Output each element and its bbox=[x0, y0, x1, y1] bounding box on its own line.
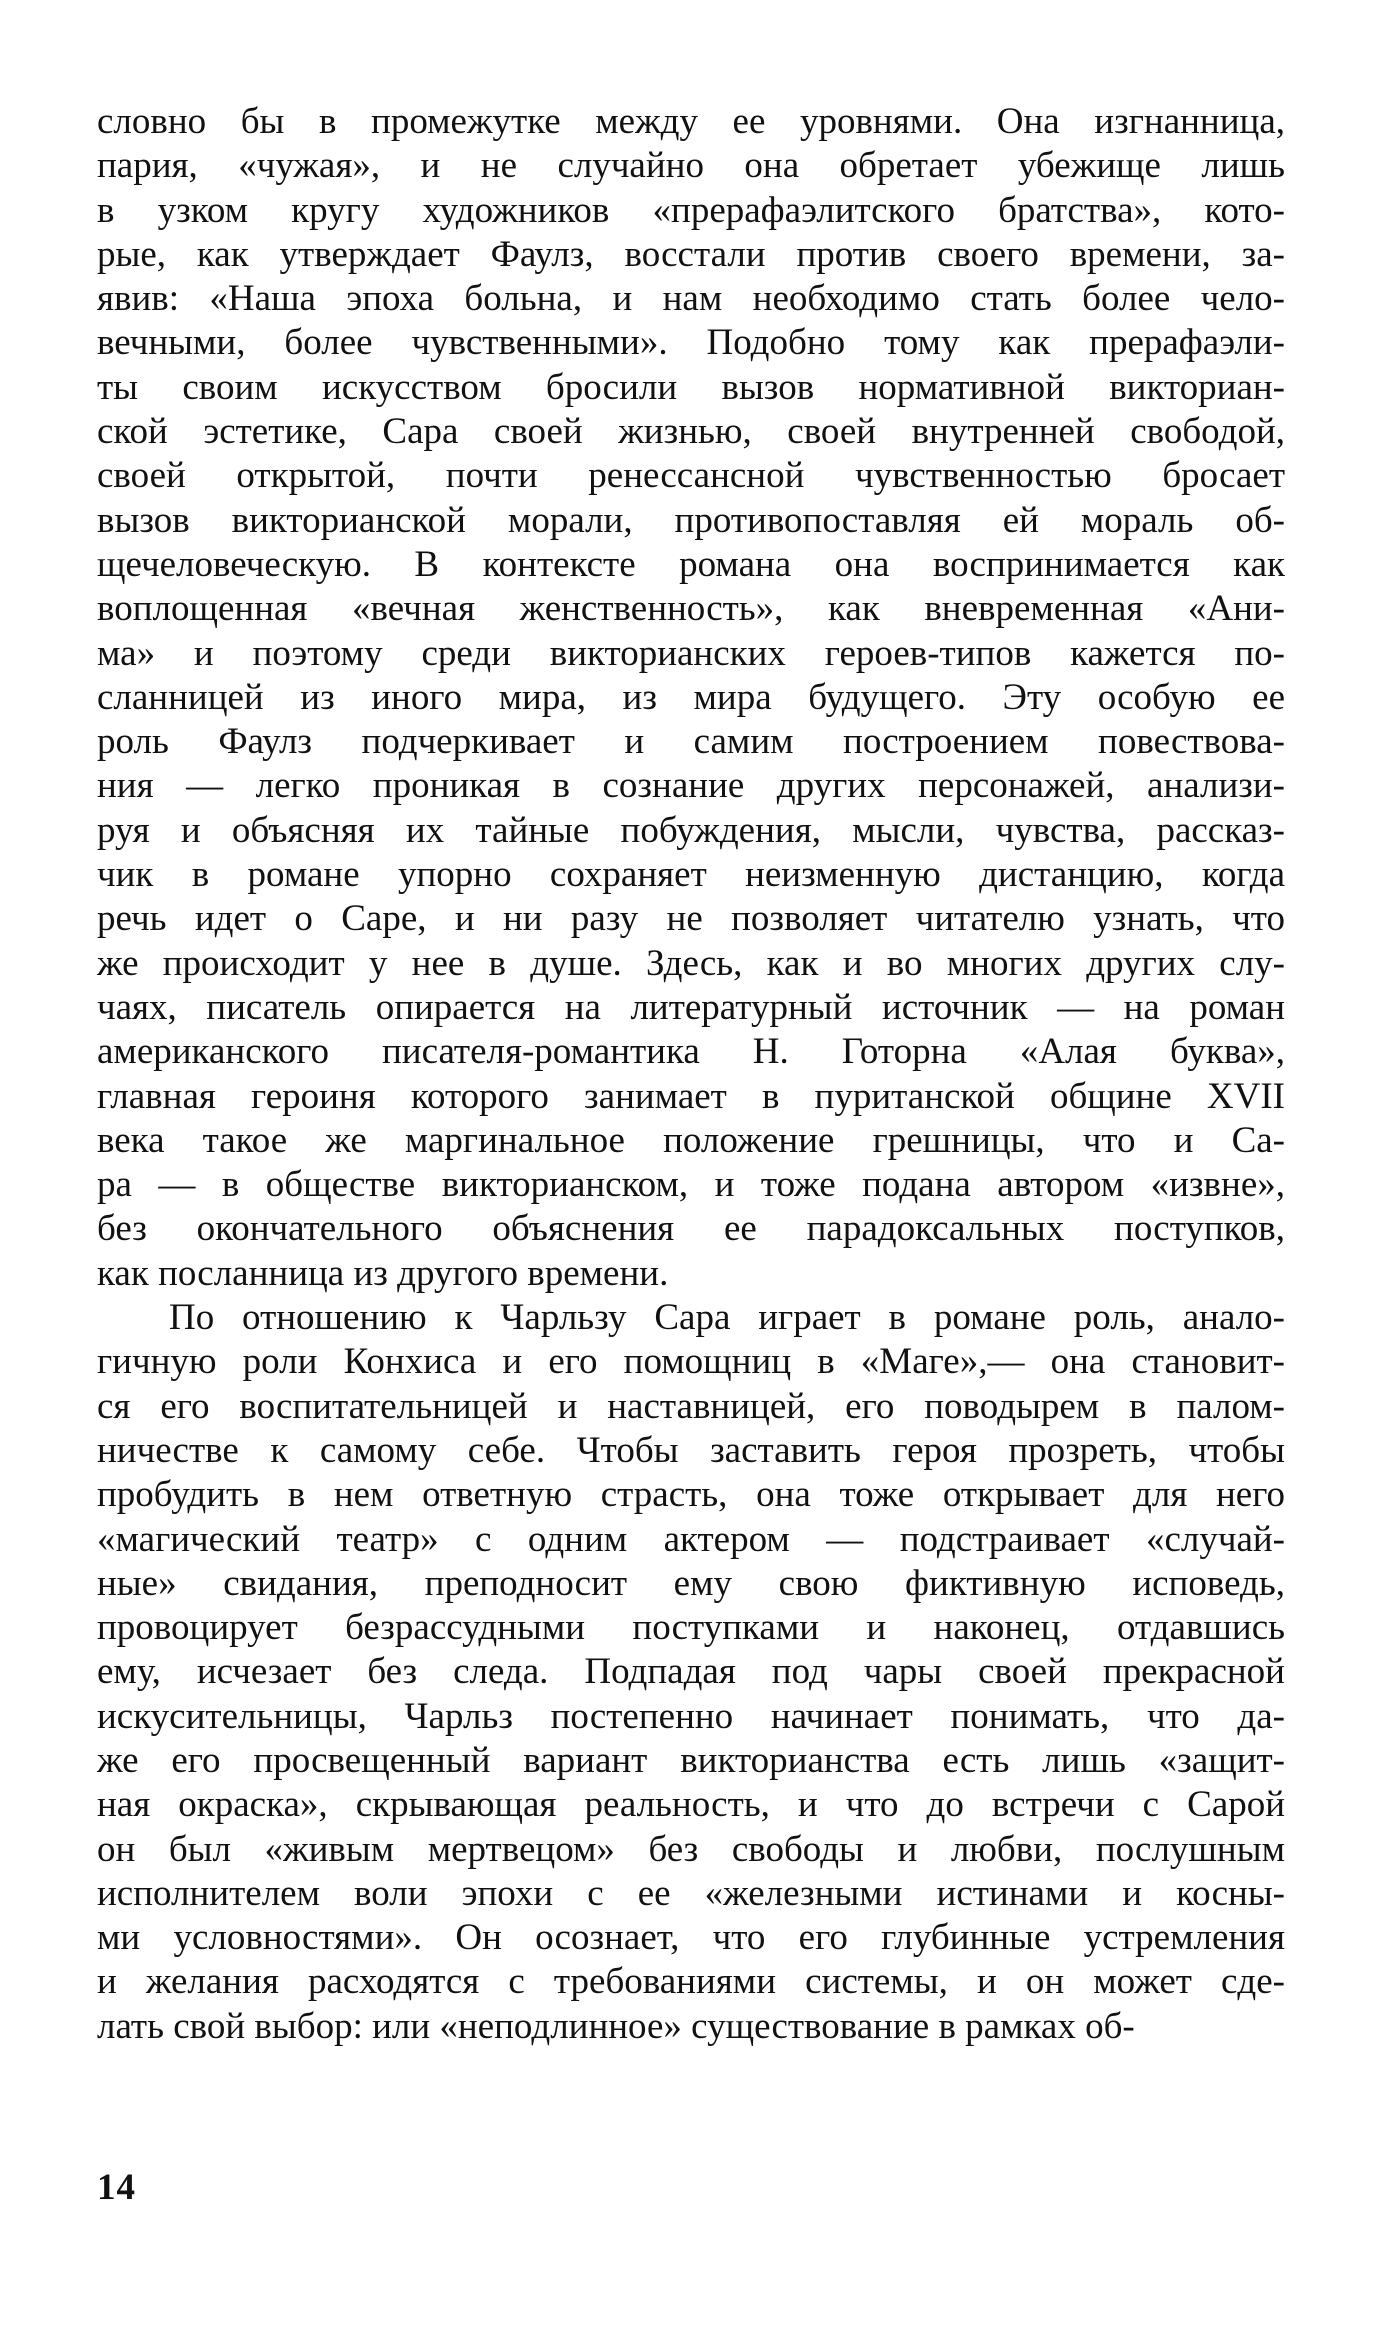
page-body bbox=[97, 100, 1285, 2049]
text-line: По отношению к Чарльзу Сара играет в романе роль, анало- bbox=[169, 1297, 1285, 1339]
page-number: 14 bbox=[97, 2167, 136, 2208]
text-line: искусительницы, Чарльз постепенно начинает понимать, что да- bbox=[97, 1695, 1285, 1737]
text-block bbox=[97, 100, 1285, 2049]
text-line: гичную роли Конхиса и его помощниц в «Маге»,— она становит- bbox=[97, 1341, 1285, 1383]
text-line: щечеловеческую. В контексте романа она воспринимается как bbox=[97, 543, 1285, 585]
text-line: своей открытой, почти ренессансной чувственностью бросает bbox=[97, 455, 1285, 497]
text-line: «магический театр» с одним актером — подстраивает «случай- bbox=[97, 1518, 1285, 1560]
text-line: в узком кругу художников «прерафаэлитского братства», кото- bbox=[97, 189, 1285, 231]
text-line: пария, «чужая», и не случайно она обретает убежище лишь bbox=[97, 145, 1285, 187]
text-line: ная окраска», скрывающая реальность, и что до встречи с Сарой bbox=[97, 1784, 1285, 1826]
text-line: роль Фаулз подчеркивает и самим построением повествова- bbox=[97, 721, 1285, 763]
text-line: ской эстетике, Сара своей жизнью, своей внутренней свободой, bbox=[97, 411, 1285, 453]
text-line: сланницей из иного мира, из мира будущего. Эту особую ее bbox=[97, 676, 1285, 718]
text-line: ния — легко проникая в сознание других персонажей, анализи- bbox=[97, 765, 1285, 807]
text-line: же происходит у нее в душе. Здесь, как и во многих других слу- bbox=[97, 942, 1285, 984]
text-line: вызов викторианской морали, противопоставляя ей мораль об- bbox=[97, 499, 1285, 541]
text-line: ты своим искусством бросили вызов нормативной викториан- bbox=[97, 366, 1285, 408]
text-line: ра — в обществе викторианском, и тоже подана автором «извне», bbox=[97, 1164, 1285, 1206]
text-line: провоцирует безрассудными поступками и наконец, отдавшись bbox=[97, 1607, 1285, 1649]
text-line: без окончательного объяснения ее парадоксальных поступков, bbox=[97, 1208, 1285, 1250]
text-line: руя и объясняя их тайные побуждения, мысли, чувства, рассказ- bbox=[97, 809, 1285, 851]
text-line: чик в романе упорно сохраняет неизменную дистанцию, когда bbox=[97, 854, 1285, 896]
text-line: исполнителем воли эпохи с ее «железными истинами и косны- bbox=[97, 1872, 1285, 1914]
text-line: рые, как утверждает Фаулз, восстали против своего времени, за- bbox=[97, 233, 1285, 275]
text-line: как посланница из другого времени. bbox=[97, 1252, 669, 1294]
text-line: лать свой выбор: или «неподлинное» существование в рамках об- bbox=[97, 2005, 1135, 2047]
text-line: века такое же маргинальное положение грешницы, что и Са- bbox=[97, 1119, 1285, 1161]
text-line: американского писателя-романтика Н. Готорна «Алая буква», bbox=[97, 1031, 1285, 1073]
paragraph bbox=[97, 1296, 1285, 2049]
text-line: чаях, писатель опирается на литературный источник — на роман bbox=[97, 986, 1285, 1028]
text-line: речь идет о Саре, и ни разу не позволяет читателю узнать, что bbox=[97, 898, 1285, 940]
text-line: вечными, более чувственными». Подобно тому как прерафаэли- bbox=[97, 322, 1285, 364]
paragraph bbox=[97, 100, 1285, 1296]
text-line: ма» и поэтому среди викторианских героев-типов кажется по- bbox=[97, 632, 1285, 674]
text-line: и желания расходятся с требованиями системы, и он может сде- bbox=[97, 1961, 1285, 2003]
text-line: словно бы в промежутке между ее уровнями. Она изгнанница, bbox=[97, 101, 1285, 142]
text-line: пробудить в нем ответную страсть, она тоже открывает для него bbox=[97, 1474, 1285, 1516]
text-line: главная героиня которого занимает в пуританской общине XVII bbox=[97, 1075, 1285, 1117]
text-line: ся его воспитательницей и наставницей, его поводырем в палом- bbox=[97, 1385, 1285, 1427]
text-line: воплощенная «вечная женственность», как вневременная «Ани- bbox=[97, 588, 1285, 630]
text-line: ные» свидания, преподносит ему свою фиктивную исповедь, bbox=[97, 1562, 1285, 1604]
text-line: ми условностями». Он осознает, что его глубинные устремления bbox=[97, 1917, 1285, 1959]
text-line: ничестве к самому себе. Чтобы заставить героя прозреть, чтобы bbox=[97, 1429, 1285, 1471]
text-line: ему, исчезает без следа. Подпадая под чары своей прекрасной bbox=[97, 1651, 1285, 1693]
text-line: он был «живым мертвецом» без свободы и любви, послушным bbox=[97, 1828, 1285, 1870]
text-line: явив: «Наша эпоха больна, и нам необходимо стать более чело- bbox=[97, 278, 1285, 320]
text-line: же его просвещенный вариант викторианства есть лишь «защит- bbox=[97, 1739, 1285, 1781]
